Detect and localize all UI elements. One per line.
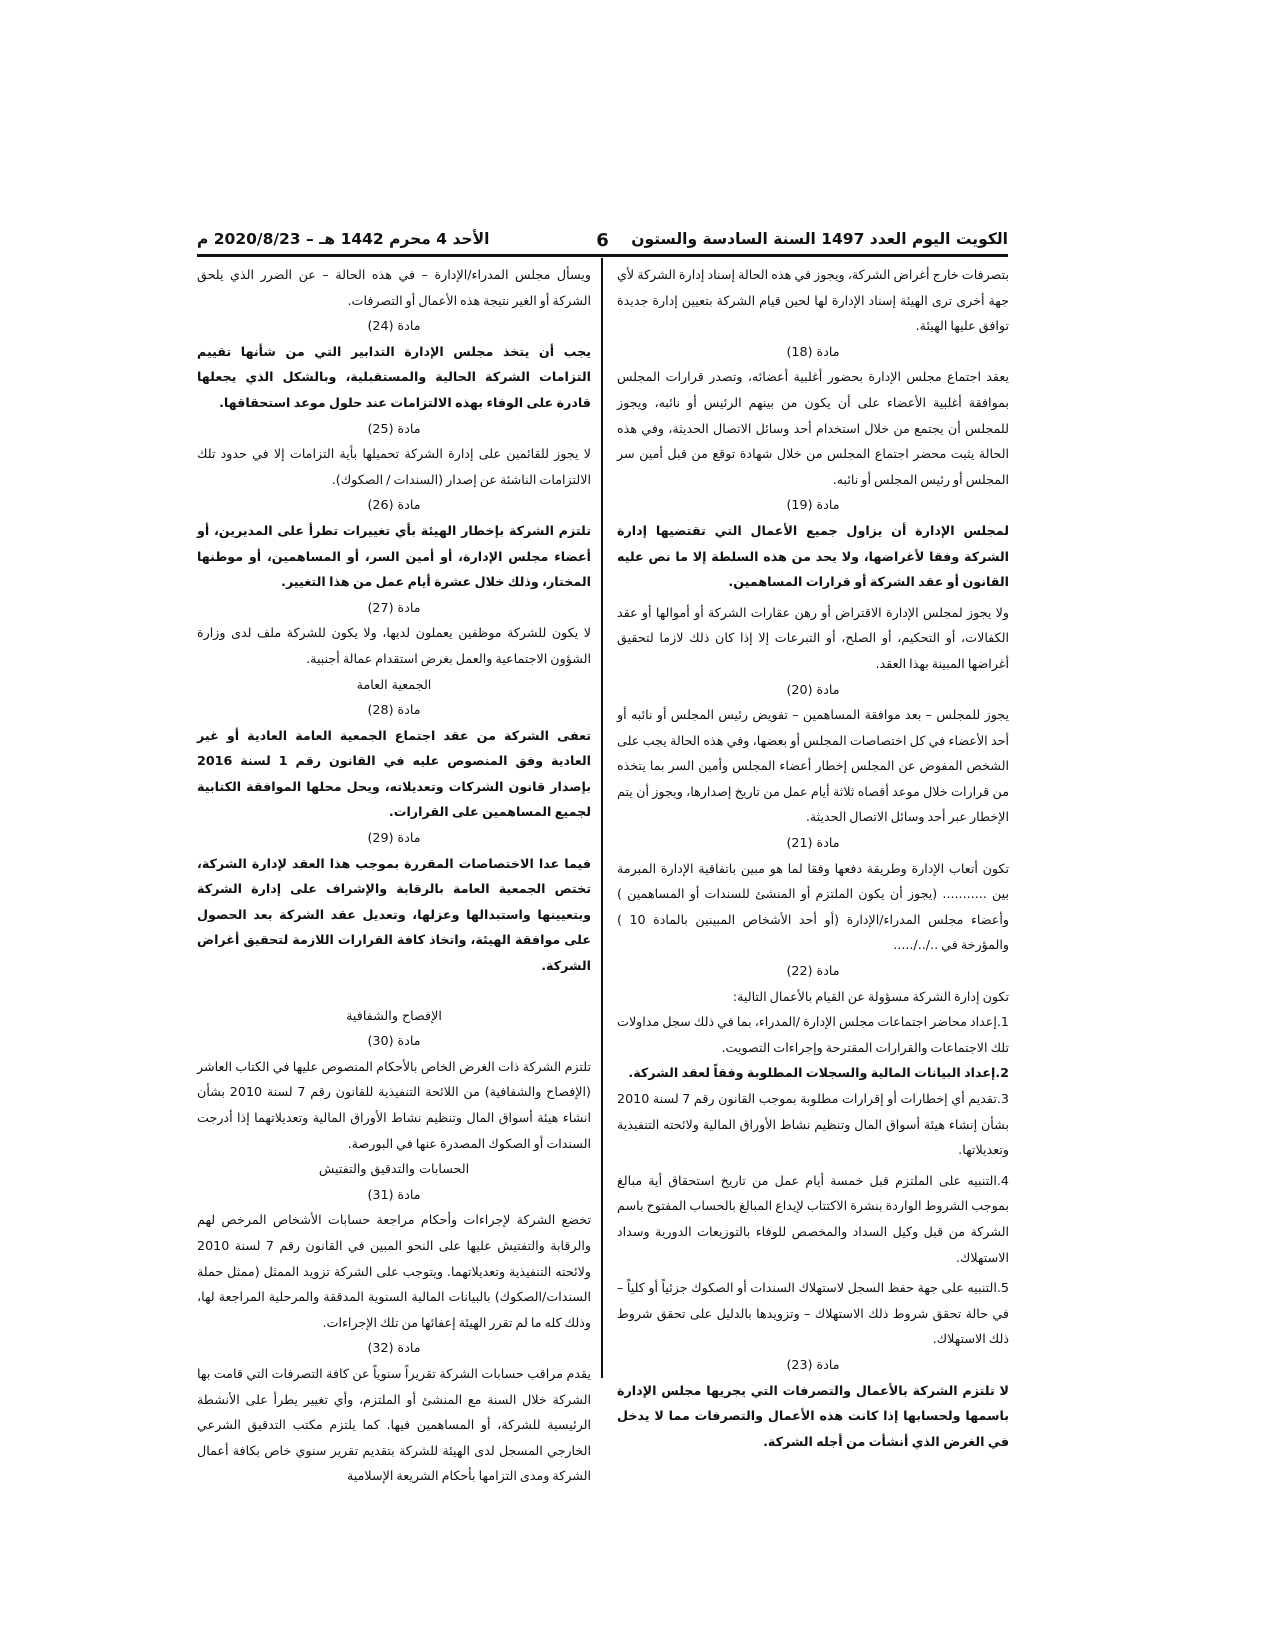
article-24-text: يجب أن يتخذ مجلس الإدارة التدابير التي من شأنها تقييم التزامات الشركة الحالية والمستقبلية، وبالشكل الذي يجعلها قادرة على الوفاء بهذه الالتزامات عند حلول موعد استحقاقها.: [197, 343, 591, 410]
spacer: [197, 979, 591, 1003]
article-heading-31: مادة (31): [367, 1186, 421, 1202]
section-heading-general-assembly: الجمعية العامة: [356, 676, 432, 692]
article-19-text-2: ولا يجوز لمجلس الإدارة الاقتراض أو رهن عقارات الشركة أو أموالها أو عقد الكفالات، أو التحكيم، أو الصلح، أو التبرعات إلا إذا كان ذلك لازما لتحقيق أغراضها المبينة بهذا العقد.: [617, 604, 1009, 671]
article-22-text: تكون إدارة الشركة مسؤولة عن القيام بالأعمال التالية:: [732, 988, 1009, 1004]
article-28-text: تعفى الشركة من عقد اجتماع الجمعية العامة العادية أو غير العادية وفق المنصوص عليه في القانون رقم 1 لسنة 2016 بإصدار قانون الشركات وتعديلاته، ويحل محلها الموافقة الكتابية لجميع المساهمين على القرارات.: [197, 727, 592, 820]
section-heading-disclosure: الإفصاح والشفافية: [346, 1007, 442, 1023]
article-18-text: يعقد اجتماع مجلس الإدارة بحضور أغلبية أعضائه، وتصدر قرارات المجلس بموافقة أغلبية الأعضاء على أن يكون من بينهم الرئيس أو نائبه، ويجوز للمجلس أن يجتمع من خلال استخدام أحد وسائل الاتصال الحديثة، وفي هذه الحالة يثبت محضر اجتماع المجلس من خلال شهادة توقع من قبل أمين سر المجلس أو رئيس المجلس أو نائبه.: [617, 369, 1009, 487]
article-30-text: تلتزم الشركة ذات الغرض الخاص بالأحكام المنصوص عليها في الكتاب العاشر (الإفصاح والشفافية) من اللائحة التنفيذية للقانون رقم 7 لسنة 2010 بشأن انشاء هيئة أسواق المال وتنظيم نشاط الأوراق المالية وتعديلاتهما إذا أدرجت السندات أو الصكوك المصدرة عنها في البورصة.: [197, 1058, 591, 1151]
article-32-text: يقدم مراقب حسابات الشركة تقريراً سنوياً عن كافة التصرفات التي قامت بها الشركة خلال السنة مع المنشئ أو الملتزم، وأي تغيير يطرأ على الأنشطة الرئيسية للشركة، أو المساهمين فيها. كما يلتزم مكتب التدقيق الشرعي الخارجي المسجل لدى الهيئة للشركة بتقديم تقرير سنوي خاص بكافة أعمال الشركة ومدى التزامها بأحكام الشريعة الإسلامية: [197, 1365, 591, 1484]
article-25-text: لا يجوز للقائمين على إدارة الشركة تحميلها بأية التزامات إلا في حدود تلك الالتزامات الناشئة عن إصدار (السندات / الصكوك).: [197, 446, 591, 487]
article-heading-27: مادة (27): [367, 599, 421, 615]
page-header: [197, 224, 1008, 256]
article-heading-25: مادة (25): [367, 420, 421, 436]
article-heading-21: مادة (21): [786, 835, 840, 851]
article-23-text: لا تلتزم الشركة بالأعمال والتصرفات التي يجريها مجلس الإدارة باسمها ولحسابها إذا كانت هذه الأعمال والتصرفات مما لا يدخل في الغرض الذي أنشأت من أجله الشركة.: [617, 1382, 1009, 1449]
left-column: [197, 262, 591, 1489]
article-heading-26: مادة (26): [367, 497, 421, 513]
list-item: 4.التنبيه على الملتزم قبل خمسة أيام عمل من تاريخ استحقاق أية مبالغ بموجب الشروط الواردة بنشرة الاكتتاب لإيداع المبالغ بالحساب المفتوح باسم الشركة من قبل وكيل السداد والمخصص للوفاء بالتوزيعات الدورية وسداد الاستهلاك.: [617, 1172, 1009, 1265]
article-heading-20: مادة (20): [786, 681, 840, 697]
list-item: 5.التنبيه على جهة حفظ السجل لاستهلاك السندات أو الصكوك جزئياً أو كلياً – في حالة تحقق شروط ذلك الاستهلاك – وتزويدها بالدليل على تحقق شروط ذلك الاستهلاك.: [617, 1280, 1009, 1347]
paragraph: ويسأل مجلس المدراء/الإدارة – في هذه الحالة – عن الضرر الذي يلحق الشركة أو الغير نتيجة هذه الأعمال أو التصرفات.: [197, 267, 591, 308]
list-item: 3.تقديم أي إخطارات أو إقرارات مطلوبة بموجب القانون رقم 7 لسنة 2010 بشأن إنشاء هيئة أسواق المال وتنظيم نشاط الأوراق المالية ولائحته التنفيذية وتعديلاتها.: [617, 1091, 1009, 1158]
section-heading-accounts: الحسابات والتدقيق والتفتيش: [318, 1161, 470, 1177]
header-rule: [197, 254, 1008, 257]
article-26-text: تلتزم الشركة بإخطار الهيئة بأي تغييرات تطرأ على المديرين، أو أعضاء مجلس الإدارة، أو أمين السر، أو المساهمين، أو موطنها المختار، وذلك خلال عشرة أيام عمل من هذا التغيير.: [197, 522, 591, 590]
article-heading-24: مادة (24): [367, 318, 421, 334]
article-heading-19: مادة (19): [786, 497, 840, 513]
page-number: 6: [596, 230, 609, 251]
issue-info: الكويت اليوم العدد 1497 السنة السادسة والستون: [631, 230, 1008, 248]
article-21-text: تكون أتعاب الإدارة وطريقة دفعها وفقا لما هو مبين باتفاقية الإدارة المبرمة بين ........... (يجوز أن يكون الملتزم أو المنشئ للسندات أو المساهمين ) وأعضاء مجلس المدراء/الإدارة (أو أحد الأشخاص المبينين بالمادة 10 ) والمؤرخة في ../../.....: [617, 860, 1010, 953]
article-31-text: تخضع الشركة لإجراءات وأحكام مراجعة حسابات الأشخاص المرخص لهم والرقابة والتفتيش عليها على النحو المبين في القانون رقم 7 لسنة 2010 ولائحته التنفيذية وتعديلاتهما. ويتوجب على الشركة تزويد الممثل (ممثل حملة السندات/الصكوك) بالبيانات المالية السنوية المدققة والمرحلية المراجعة لها، وذلك كله ما لم تقرر الهيئة إعفائها من تلك الإجراءات.: [197, 1212, 591, 1330]
article-heading-22: مادة (22): [786, 963, 840, 979]
issue-date: الأحد 4 محرم 1442 هـ – 2020/8/23 م: [197, 230, 490, 248]
list-item: 1.إعداد محاضر اجتماعات مجلس الإدارة /المدراء، بما في ذلك سجل مداولات تلك الاجتماعات والقرارات المقترحة وإجراءات التصويت.: [617, 1014, 1009, 1055]
column-divider: [601, 258, 603, 1378]
article-heading-23: مادة (23): [786, 1356, 840, 1372]
article-20-text: يجوز للمجلس – بعد موافقة المساهمين – تفويض رئيس المجلس أو نائبه أو أحد الأعضاء في كل اختصاصات المجلس أو بعضها، وفي هذه الحالة يجب على الشخص المفوض عن المجلس إخطار أعضاء المجلس وأمين السر بما يتخذه من قرارات خلال موعد أقصاه ثلاثة أيام عمل من تاريخ إصدارها، ويجوز أن يتم الإخطار عبر أحد وسائل الاتصال الحديثة.: [617, 707, 1009, 825]
article-heading-28: مادة (28): [367, 702, 421, 718]
article-heading-18: مادة (18): [786, 343, 840, 359]
article-29-text: فيما عدا الاختصاصات المقررة بموجب هذا العقد لإدارة الشركة، تختص الجمعية العامة بالرقابة والإشراف على إدارة الشركة وبتعيينها واستبدالها وعزلها، وتعديل عقد الشركة بعد الحصول على موافقة الهيئة، واتخاذ كافة القرارات اللازمة لتحقيق أغراض الشركة.: [197, 855, 591, 974]
article-heading-32: مادة (32): [367, 1340, 421, 1356]
article-heading-30: مادة (30): [367, 1033, 421, 1049]
list-item: 2.إعداد البيانات المالية والسجلات المطلوبة وفقاً لعقد الشركة.: [628, 1065, 1009, 1081]
paragraph: بتصرفات خارج أغراض الشركة، ويجوز في هذه الحالة إسناد إدارة الشركة لأي جهة أخرى ترى الهيئة إسناد الإدارة لها لحين قيام الشركة بتعيين إدارة جديدة توافق عليها الهيئة.: [617, 267, 1009, 334]
article-27-text: لا يكون للشركة موظفين يعملون لديها، ولا يكون للشركة ملف لدى وزارة الشؤون الاجتماعية والعمل بغرض استقدام عمالة أجنبية.: [197, 625, 591, 666]
article-19-text: لمجلس الإدارة أن يزاول جميع الأعمال التي تقتضيها إدارة الشركة وفقا لأغراضها، ولا يحد من هذه السلطة إلا ما نص عليه القانون أو عقد الشركة أو قرارات المساهمين.: [617, 522, 1009, 590]
right-column: [617, 262, 1009, 1454]
article-heading-29: مادة (29): [367, 830, 421, 846]
